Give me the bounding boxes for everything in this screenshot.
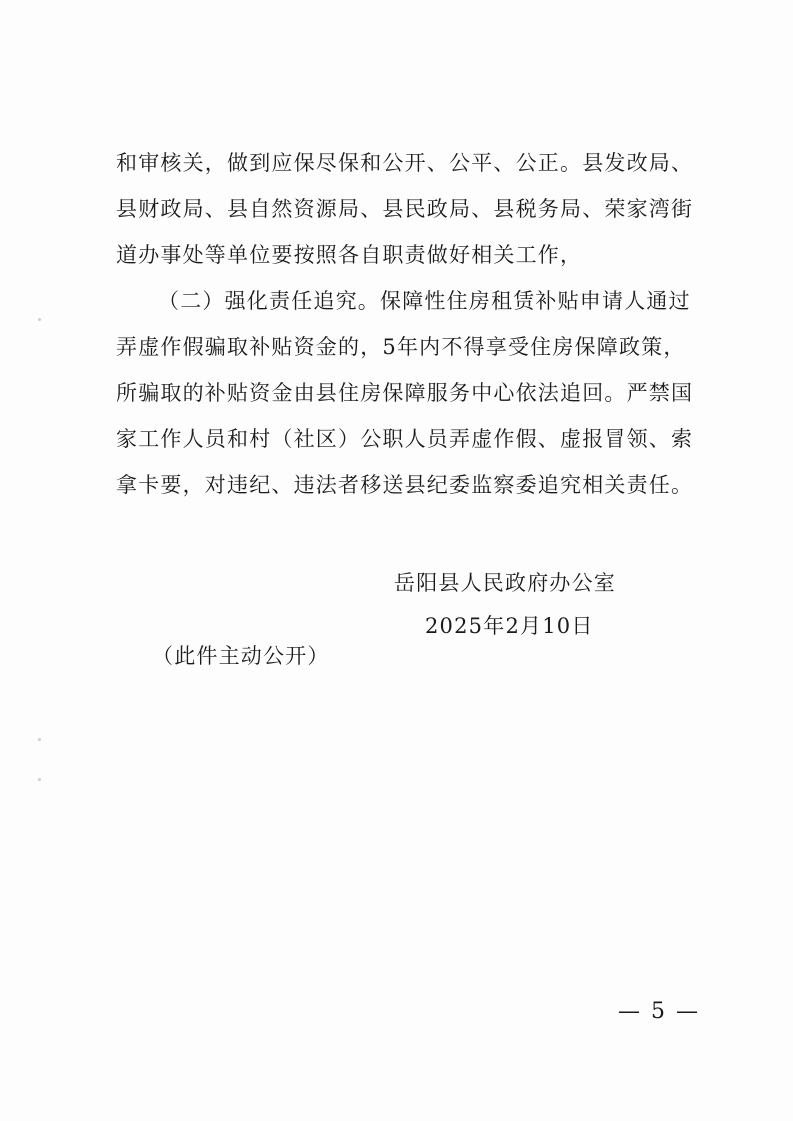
body-line: 和审核关，做到应保尽保和公开、公平、公正。县发改局、 — [116, 151, 694, 175]
body-line: 道办事处等单位要按照各自职责做好相关工作， — [116, 243, 583, 267]
scan-speck — [38, 318, 41, 321]
page-number: — 5 — — [618, 999, 700, 1024]
disclosure-note: （此件主动公开） — [152, 644, 330, 668]
body-line: 弄虚作假骗取补贴资金的，5年内不得享受住房保障政策， — [116, 335, 686, 359]
scan-speck — [38, 778, 41, 781]
body-line: 县财政局、县自然资源局、县民政局、县税务局、荣家湾街 — [116, 197, 694, 221]
body-text — [116, 140, 696, 508]
body-line: 所骗取的补贴资金由县住房保障服务中心依法追回。严禁国 — [116, 381, 694, 405]
section-heading-line: （二）强化责任追究。保障性住房租赁补贴申请人通过 — [158, 289, 691, 313]
issuing-organization: 岳阳县人民政府办公室 — [394, 571, 616, 595]
scan-speck — [38, 738, 41, 741]
body-line: 家工作人员和村（社区）公职人员弄虚作假、虚报冒领、索 — [116, 427, 694, 451]
issue-date: 2025年2月10日 — [425, 614, 594, 638]
body-line: 拿卡要，对违纪、违法者移送县纪委监察委追究相关责任。 — [116, 473, 694, 497]
